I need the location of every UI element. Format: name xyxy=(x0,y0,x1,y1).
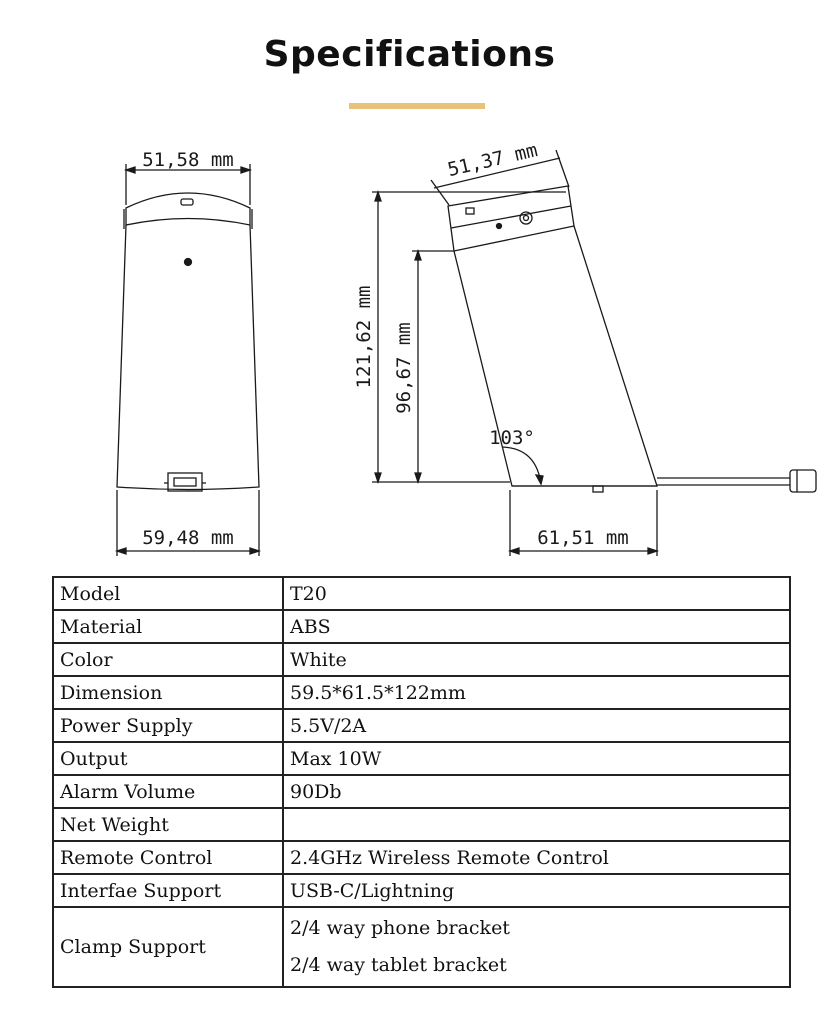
spec-value-multiline xyxy=(283,907,790,987)
side-body xyxy=(454,226,657,486)
side-view xyxy=(372,150,816,556)
table-row xyxy=(53,709,790,742)
spec-value: 2.4GHz Wireless Remote Control xyxy=(283,841,790,874)
table-row xyxy=(53,577,790,610)
side-angle-arc xyxy=(502,447,541,484)
table-row xyxy=(53,742,790,775)
table-row xyxy=(53,676,790,709)
table-row xyxy=(53,775,790,808)
spec-label: Model xyxy=(53,577,283,610)
spec-label: Output xyxy=(53,742,283,775)
side-top-width-label: 51,37 mm xyxy=(445,139,540,182)
spec-value: White xyxy=(283,643,790,676)
front-top-width-label: 51,58 mm xyxy=(142,149,234,171)
side-total-height-label: 121,62 mm xyxy=(353,285,375,389)
side-cap xyxy=(448,186,574,251)
spec-label: Material xyxy=(53,610,283,643)
page-title: Specifications xyxy=(263,34,556,75)
spec-label: Dimension xyxy=(53,676,283,709)
specifications-table xyxy=(52,576,791,988)
spec-value xyxy=(283,808,790,841)
front-cap xyxy=(126,193,250,225)
spec-value: 90Db xyxy=(283,775,790,808)
clamp-support-phone: 2/4 way phone bracket xyxy=(290,917,510,939)
spec-value: 59.5*61.5*122mm xyxy=(283,676,790,709)
front-bottom-port-inner xyxy=(174,478,196,486)
spec-label: Color xyxy=(53,643,283,676)
spec-label: Alarm Volume xyxy=(53,775,283,808)
spec-value: 5.5V/2A xyxy=(283,709,790,742)
spec-value: T20 xyxy=(283,577,790,610)
spec-label: Interfae Support xyxy=(53,874,283,907)
table-row xyxy=(53,874,790,907)
table-row xyxy=(53,907,790,987)
spec-value: USB-C/Lightning xyxy=(283,874,790,907)
side-angle-label: 103° xyxy=(489,427,535,449)
spec-value: ABS xyxy=(283,610,790,643)
front-bottom-port xyxy=(168,473,202,491)
front-usb-slot xyxy=(181,199,193,205)
front-indicator-dot xyxy=(185,259,192,266)
side-foot xyxy=(593,486,603,492)
side-indicator-dot xyxy=(497,224,502,229)
spec-label: Net Weight xyxy=(53,808,283,841)
table-row xyxy=(53,643,790,676)
table-row xyxy=(53,610,790,643)
front-view xyxy=(117,164,259,556)
spec-label: Clamp Support xyxy=(53,907,283,987)
side-cable-plug xyxy=(790,470,816,492)
table-row xyxy=(53,841,790,874)
spec-label: Power Supply xyxy=(53,709,283,742)
spec-value: Max 10W xyxy=(283,742,790,775)
side-base-depth-label: 61,51 mm xyxy=(537,527,629,549)
side-inner-height-label: 96,67 mm xyxy=(393,322,415,414)
table-row xyxy=(53,808,790,841)
front-bottom-width-label: 59,48 mm xyxy=(142,527,234,549)
spec-label: Remote Control xyxy=(53,841,283,874)
clamp-support-tablet: 2/4 way tablet bracket xyxy=(290,954,507,976)
